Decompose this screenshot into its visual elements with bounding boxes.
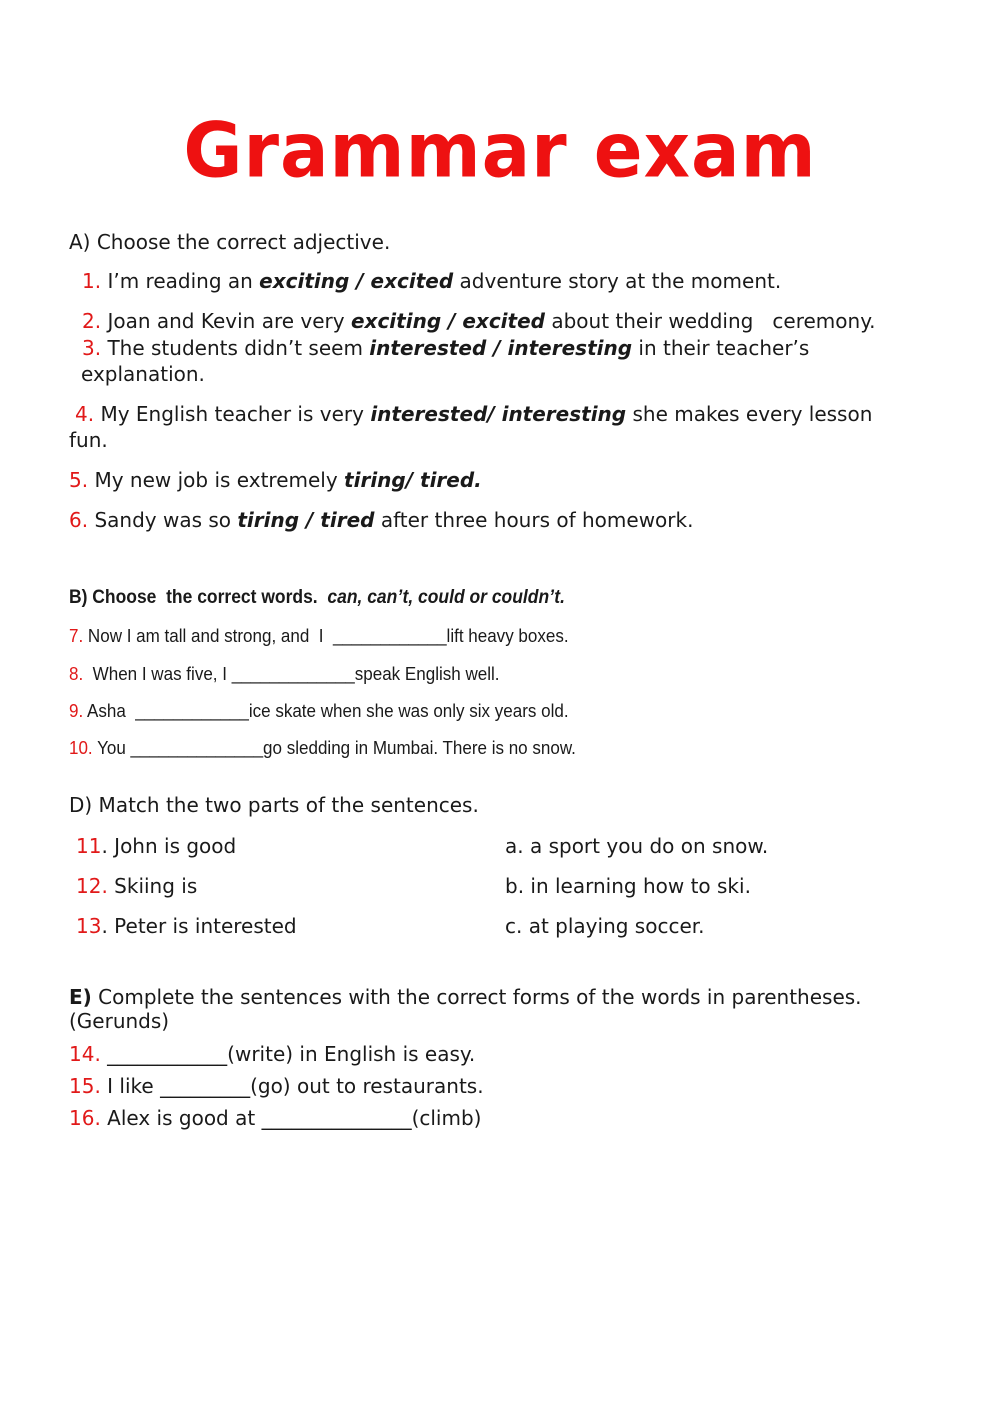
match-left-text: . John is good	[101, 834, 237, 858]
question-text: You ______________go sledding in Mumbai. There is no snow.	[97, 737, 576, 758]
question-text: about their wedding ceremony.	[551, 309, 876, 333]
question-text: Sandy was so	[94, 508, 232, 532]
section-e-heading-line2: (Gerunds)	[69, 1009, 170, 1033]
question-15	[69, 1073, 484, 1099]
section-b-heading-text: B) Choose the correct words.	[69, 587, 318, 608]
question-7	[69, 625, 569, 647]
page-title: Grammar exam	[183, 105, 817, 195]
question-2	[82, 308, 876, 334]
match-left-13	[76, 913, 297, 939]
question-text: ____________(write) in English is easy.	[107, 1042, 476, 1066]
match-left-12	[76, 873, 197, 899]
answer-options: interested/ interesting	[370, 402, 627, 426]
question-9	[69, 700, 569, 722]
question-5	[69, 467, 482, 493]
question-number: 5.	[69, 468, 89, 492]
question-10	[69, 737, 576, 759]
question-number: 16.	[69, 1106, 101, 1130]
question-text: Asha ____________ice skate when she was only six years old.	[86, 700, 569, 721]
question-3-continuation: explanation.	[81, 362, 205, 386]
answer-options: interested / interesting	[369, 336, 633, 360]
section-d-heading: D) Match the two parts of the sentences.	[69, 793, 479, 817]
question-text: she makes every lesson	[632, 402, 873, 426]
question-text: in their teacher’s	[638, 336, 810, 360]
question-number: 1.	[82, 269, 102, 293]
match-left-text: Skiing is	[107, 874, 198, 898]
question-text: The students didn’t seem	[107, 336, 363, 360]
question-14	[69, 1041, 475, 1067]
question-6	[69, 507, 693, 533]
question-text: after three hours of homework.	[380, 508, 694, 532]
question-number: 10.	[69, 737, 93, 758]
answer-options: tiring / tired	[237, 508, 375, 532]
question-4-continuation: fun.	[69, 428, 108, 452]
question-number: 2.	[82, 309, 102, 333]
question-number: 15.	[69, 1074, 101, 1098]
question-text: Now I am tall and strong, and I ____________lift heavy boxes.	[87, 625, 569, 646]
match-right-a: a. a sport you do on snow.	[505, 834, 769, 858]
question-text: adventure story at the moment.	[459, 269, 782, 293]
question-number: 6.	[69, 508, 89, 532]
question-number: 4.	[75, 402, 95, 426]
section-e-label: E)	[69, 985, 92, 1009]
answer-options: exciting / excited	[259, 269, 454, 293]
question-number: 7.	[69, 625, 84, 646]
question-text: My new job is extremely	[94, 468, 338, 492]
match-right-b: b. in learning how to ski.	[505, 874, 751, 898]
question-number: 9.	[69, 700, 84, 721]
question-number: 12.	[76, 874, 108, 898]
question-number: 8.	[69, 663, 84, 684]
section-e-heading-text: Complete the sentences with the correct forms of the words in parentheses.	[91, 985, 862, 1009]
section-b-options: can, can’t, could or couldn’t.	[327, 587, 565, 608]
question-1	[82, 268, 781, 294]
question-text: I like _________(go) out to restaurants.	[107, 1074, 484, 1098]
question-text: My English teacher is very	[100, 402, 364, 426]
section-b-heading	[69, 587, 565, 609]
question-text: Joan and Kevin are very	[107, 309, 345, 333]
question-number: 13	[76, 914, 102, 938]
question-8	[69, 663, 500, 685]
question-16	[69, 1105, 481, 1131]
question-text: I’m reading an	[107, 269, 253, 293]
question-3	[82, 335, 809, 361]
question-number: 3.	[82, 336, 102, 360]
section-a-heading: A) Choose the correct adjective.	[69, 230, 391, 254]
question-number: 14.	[69, 1042, 101, 1066]
answer-options: tiring/ tired.	[344, 468, 482, 492]
match-left-11	[76, 833, 236, 859]
section-e-heading	[69, 984, 862, 1010]
answer-options: exciting / excited	[350, 309, 545, 333]
question-number: 11	[76, 834, 102, 858]
match-left-text: . Peter is interested	[101, 914, 297, 938]
question-text: Alex is good at _______________(climb)	[107, 1106, 482, 1130]
question-text: When I was five, I _____________speak English well.	[87, 663, 500, 684]
question-4	[75, 401, 872, 427]
match-right-c: c. at playing soccer.	[505, 914, 705, 938]
